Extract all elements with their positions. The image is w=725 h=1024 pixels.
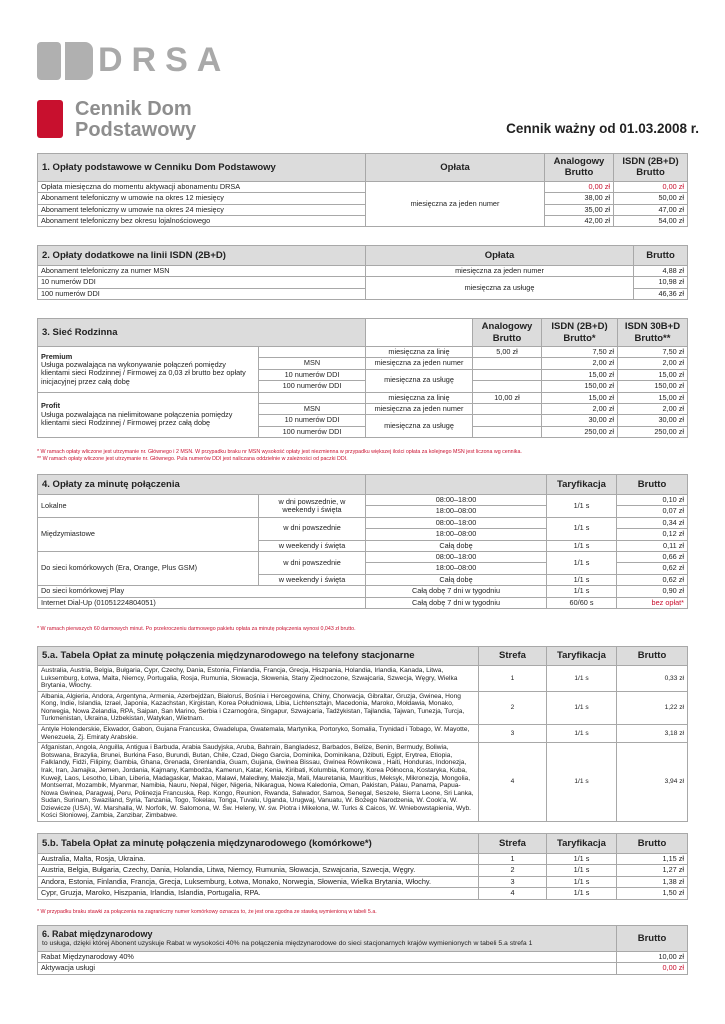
time-range: Całą dobę 7 dni w tygodniu [366,586,547,597]
time-range: 08:00–18:00 [366,517,547,528]
day-type: w weekendy i święta [259,574,366,585]
table-row [38,725,688,743]
price-isdn: 150,00 zł [542,381,618,392]
call-type: Do sieci komórkowych (Era, Orange, Plus GSM) [38,551,259,585]
sub-label: 10 numerów DDI [259,369,366,380]
header-tar: Taryfikacja [547,647,617,666]
price-isdn: 50,00 zł [614,193,688,204]
row-label: Aktywacja usługi [38,963,617,974]
price: 0,33 zł [617,666,688,692]
table-row [38,865,688,876]
sub-empty [259,347,366,358]
row-label: Rabat Międzynarodowy 40% [38,952,617,963]
tariff: 1/1 s [547,725,617,743]
sub-label: 10 numerów DDI [259,415,366,426]
premium-description [38,347,259,393]
page-title [75,99,196,141]
fee-type: miesięczna za linię [366,392,473,403]
price-isdn30: 7,50 zł [618,347,688,358]
table-basic-fees [37,153,688,227]
header-analog: Analogowy Brutto [545,154,614,182]
section-3-title: 3. Sieć Rodzinna [38,319,366,347]
price-isdn: 47,00 zł [614,204,688,215]
zone: 3 [479,876,547,887]
countries: Antyle Holenderskie, Ekwador, Gabon, Gujana Francuska, Gwadelupa, Gwatemala, Martynika, Portoryko, Somalia, Trynidad i Tobago, W. Mayotte, Wenezuela, Zj. Emiraty Arabskie. [38,725,479,743]
price-analog [473,358,542,369]
price: 46,36 zł [634,288,688,299]
table-isdn-extras [37,245,688,300]
day-type: w dni powszednie [259,517,366,540]
footnote: ** W ramach opłaty wliczone jest utrzymanie nr. Głównego. Pula numerów DDI jest naliczana oddzielnie w zależności od paczki DDI. [37,456,348,462]
time-range: 18:00–08:00 [366,563,547,574]
row-label: 100 numerów DDI [38,288,366,299]
price: 0,07 zł [617,506,688,517]
price: 10,00 zł [617,952,688,963]
zone: 4 [479,743,547,822]
table-row [38,266,688,277]
price: 0,11 zł [617,540,688,551]
brand-name: DRSA [98,41,231,79]
section-1-title: 1. Opłaty podstawowe w Cenniku Dom Podstawowy [38,154,366,182]
fee-type: miesięczna za jeden numer [366,403,473,414]
table-row [38,277,688,288]
row-label: 10 numerów DDI [38,277,366,288]
price: 3,18 zł [617,725,688,743]
sub-label: 100 numerów DDI [259,426,366,437]
header-zone: Strefa [479,647,547,666]
table-row [38,586,688,597]
zone: 2 [479,691,547,724]
table-row [38,181,688,192]
footnote: * W przypadku braku stawki za połączenia na zagraniczny numer komórkowy oznacza to, że jest ona zgodna ze stawką wymienioną w tabeli 5.a. [37,909,377,915]
price-isdn: 2,00 zł [542,358,618,369]
header-zone: Strefa [479,834,547,854]
price-analog: 5,00 zł [473,347,542,358]
price-isdn30: 30,00 zł [618,415,688,426]
price: 1,15 zł [617,854,688,865]
price-analog [473,381,542,392]
drsa-logo-icon [37,42,93,80]
price: 0,10 zł [617,495,688,506]
table-intl-discount [37,925,688,975]
price: 1,22 zł [617,691,688,724]
price-isdn: 2,00 zł [542,403,618,414]
table-row [38,743,688,822]
row-label: Opłata miesięczna do momentu aktywacji abonamentu DRSA [38,181,366,192]
fee-type: miesięczna za usługę [366,415,473,438]
price-isdn30: 150,00 zł [618,381,688,392]
time-range: 08:00–18:00 [366,495,547,506]
price-isdn: 15,00 zł [542,369,618,380]
day-type: w dni powszednie [259,551,366,574]
table-row [38,666,688,692]
tariff: 1/1 s [547,495,617,518]
table-family-network [37,318,688,438]
header-fee: Opłata [366,246,634,266]
table-row [38,517,688,528]
countries: Albania, Algieria, Andora, Argentyna, Armenia, Azerbejdżan, Białoruś, Bośnia i Hercegowina, Chiny, Chorwacja, Gibraltar, Gruzja, Gwinea, Hong Kong, Indie, Islandia, Izrael, Japonia, Kazachstan, Kirgistan, Korea Południowa, Libia, Lichtensztajn, Macedonia, Maroko, Mołdawia, Monako, Norwegia, Nowa Zelandia, RPA, Saipan, San Marino, Serbia i Czarnogóra, Singapur, Szwajcaria, Tadżykistan, Tajlandia, Tajwan, Tunezja, Turcja, Turkmenistan, Ukraina, Uzbekistan, Watykan, Wietnam. [38,691,479,724]
tariff: 1/1 s [547,876,617,887]
countries: Australia, Malta, Rosja, Ukraina. [38,854,479,865]
table-intl-mobile [37,833,688,900]
price-analog [473,403,542,414]
tariff: 1/1 s [547,586,617,597]
table-row [38,551,688,562]
sub-label: MSN [259,358,366,369]
day-type: w dni powszednie, w weekendy i święta [259,495,366,518]
fee-type: miesięczna za jeden numer [366,181,545,227]
price-isdn30: 250,00 zł [618,426,688,437]
zone: 1 [479,854,547,865]
call-type: Lokalne [38,495,259,518]
table-row [38,193,688,204]
tariff: 1/1 s [547,574,617,585]
header-brutto: Brutto [617,834,688,854]
header-analog: Analogowy Brutto [473,319,542,347]
countries: Andora, Estonia, Finlandia, Francja, Grecja, Luksemburg, Łotwa, Monako, Norwegia, Słowenia, Wielka Brytania, Włochy. [38,876,479,887]
tariff: 1/1 s [547,743,617,822]
table-row [38,495,688,506]
profit-desc: Usługa pozwalająca na nielimitowane połączenia pomiędzy klientami sieci Rodzinnej / Firmowej przez całą dobę [41,409,233,428]
sub-empty [259,392,366,403]
price-isdn30: 2,00 zł [618,403,688,414]
table-row [38,691,688,724]
table-row [38,215,688,226]
section-5a-title: 5.a. Tabela Opłat za minutę połączenia międzynarodowego na telefony stacjonarne [38,647,479,666]
time-range: Całą dobę [366,540,547,551]
price: 0,90 zł [617,586,688,597]
tariff: 1/1 s [547,854,617,865]
premium-name: Premium [41,351,73,361]
time-range: Całą dobę [366,574,547,585]
section-6-header [38,926,617,952]
price: bez opłat* [617,597,688,608]
price-isdn30: 15,00 zł [618,392,688,403]
tariff: 1/1 s [547,540,617,551]
price: 1,27 zł [617,865,688,876]
time-range: 18:00–08:00 [366,506,547,517]
countries: Austria, Belgia, Bułgaria, Czechy, Dania, Holandia, Litwa, Niemcy, Rumunia, Słowacja, Szwajcaria, Szwecja, Węgry. [38,865,479,876]
price-isdn30: 15,00 zł [618,369,688,380]
table-row [38,347,688,358]
footnote: * W ramach pierwszych 60 darmowych minut. Po przekroczeniu darmowego pakietu opłata za minutę połączenia wynosi 0,043 zł brutto. [37,626,356,632]
header-brutto: Brutto [617,647,688,666]
time-range: 18:00–08:00 [366,529,547,540]
table-row [38,876,688,887]
price: 1,38 zł [617,876,688,887]
footnote: * W ramach opłaty wliczone jest utrzymanie nr. Głównego i 2 MSN. W przypadku braku nr MSN wysokość opłaty jest niezmienna w przypadku większej ilości opłata za kolejnego MSN jest liczona wg cennika. [37,449,522,455]
header-empty [366,475,547,495]
price-isdn: 0,00 zł [614,181,688,192]
title-line-2: Podstawowy [75,119,197,141]
zone: 2 [479,865,547,876]
header-brutto: Brutto [617,475,688,495]
title-accent-bar [37,100,63,138]
zone: 3 [479,725,547,743]
price-analog [473,426,542,437]
sub-label: 100 numerów DDI [259,381,366,392]
price-analog [473,415,542,426]
time-range: Całą dobę 7 dni w tygodniu [366,597,547,608]
section-6-title: 6. Rabat międzynarodowy [42,929,153,940]
tariff: 1/1 s [547,666,617,692]
day-type: w weekendy i święta [259,540,366,551]
tariff: 1/1 s [547,517,617,540]
fee-type: miesięczna za jeden numer [366,266,634,277]
header-empty [366,319,473,347]
fee-type: miesięczna za linię [366,347,473,358]
price-isdn30: 2,00 zł [618,358,688,369]
countries: Australia, Austria, Belgia, Bułgaria, Cypr, Czechy, Dania, Estonia, Finlandia, Francja, Grecja, Hiszpania, Holandia, Irlandia, Kanada, Litwa, Luksemburg, Łotwa, Malta, Niemcy, Portugalia, Rosja, Rumunia, Słowacja, Słowenia, Stany Zjednoczone, Szwajcaria, Szwecja, Węgry, Wielka Brytania, Włochy. [38,666,479,692]
price-isdn: 15,00 zł [542,392,618,403]
tariff: 1/1 s [547,551,617,574]
table-row [38,963,688,974]
row-label: Abonament telefoniczny w umowie na okres 24 miesięcy [38,204,366,215]
profit-description [38,392,259,438]
row-label: Abonament telefoniczny w umowie na okres 12 miesięcy [38,193,366,204]
price-analog: 42,00 zł [545,215,614,226]
row-label: Abonament telefoniczny za numer MSN [38,266,366,277]
price-analog: 38,00 zł [545,193,614,204]
price-analog: 10,00 zł [473,392,542,403]
call-type: Internet Dial-Up (01051224804051) [38,597,366,608]
time-range: 08:00–18:00 [366,551,547,562]
price: 4,88 zł [634,266,688,277]
fee-type: miesięczna za jeden numer [366,358,473,369]
header-tar: Taryfikacja [547,475,617,495]
table-per-minute [37,474,688,609]
zone: 4 [479,888,547,899]
fee-type: miesięczna za usługę [366,369,473,392]
price: 3,94 zł [617,743,688,822]
call-type: Międzymiastowe [38,517,259,551]
premium-desc: Usługa pozwalająca na wykonywanie połączeń pomiędzy klientami sieci Rodzinnej / Firmowej za 0,03 zł brutto bez opłaty inicjacyjnej przez całą dobę [41,359,246,386]
price: 0,62 zł [617,574,688,585]
section-6-desc: to usługa, dzięki której Abonent uzyskuje Rabat w wysokości 40% na połączenia międzynarodowe do sieci stacjonarnych krajów wymienionych w tabeli 5.a strefa 1 [42,939,533,947]
header-isdn: ISDN (2B+D) Brutto [614,154,688,182]
price-isdn: 7,50 zł [542,347,618,358]
tariff: 1/1 s [547,888,617,899]
price-analog: 0,00 zł [545,181,614,192]
table-row [38,854,688,865]
price: 0,00 zł [617,963,688,974]
header-tar: Taryfikacja [547,834,617,854]
price-isdn: 30,00 zł [542,415,618,426]
table-row [38,952,688,963]
table-row [38,597,688,608]
header-brutto: Brutto [634,246,688,266]
price-analog: 35,00 zł [545,204,614,215]
price: 1,50 zł [617,888,688,899]
call-type: Do sieci komórkowej Play [38,586,366,597]
header-isdn: ISDN (2B+D) Brutto* [542,319,618,347]
section-5b-title: 5.b. Tabela Opłat za minutę połączenia międzynarodowego (komórkowe*) [38,834,479,854]
zone: 1 [479,666,547,692]
price: 0,34 zł [617,517,688,528]
price-analog [473,369,542,380]
price-isdn: 250,00 zł [542,426,618,437]
countries: Afganistan, Angola, Anguilla, Antigua i Barbuda, Arabia Saudyjska, Aruba, Bahrain, Bangladesz, Barbados, Belize, Benin, Bermudy, Boliwia, Botswana, Brazylia, Brunei, Burkina Faso, Burundi, Butan, Chile, Czad, Diego Garcia, Dominika, Dominikana, Dżibuti, Egipt, Erytrea, Etiopia, Falklandy, Fidżi, Filipiny, Gambia, Ghana, Grenada, Grenlandia, Guam, Gujana, Gwinea Bissau, Gwinea Równikowa , Haiti, Honduras, Indonezja, Irak, Iran, Jamajka, Jemen, Jordania, Kajmany, Kambodża, Kamerun, Katar, Kenia, Kiribati, Kolumbia, Komory, Korea Północna, Kostaryka, Kuba, Kuwejt, Laos, Lesotho, Liban, Liberia, Madagaskar, Makao, Malawi, Malediwy, Malezja, Mali, Mauretania, Mauritius, Meksyk, Mikronezja, Mongolia, Montserrat, Mozambik, Myanmar, Namibia, Nauru, Nepal, Niger, Nigeria, Nikaragua, Nowa Kaledonia, Oman, Pakistan, Palau, Panama, Papua-Nowa Gwinea, Paragwaj, Peru, Polinezja Francuska, Rep. Kongo, Reunion, Rwanda, Salwador, Samoa, Senegal, Seszele, Sierra Leone, Sri Lanka, Sudan, Surinam, Swaziland, Syria, Tanzania, Togo, Tokelau, Tonga, Tuvalu, Uganda, Urugwaj, Vanuatu, W. Bożego Narodzenia, W. Cook'a, W. Dziewicze (USA), W. Marshalla, W. Norfolk, W. Salomona, W. Św. Heleny, W. św. Piotra i Mikelona, W. Turks & Caicos, W. Wniebowstąpienia, Wyb. Kości Słoniowej, Zambia, Zanzibar, Zimbabwe. [38,743,479,822]
table-row [38,204,688,215]
price: 0,12 zł [617,529,688,540]
tariff: 60/60 s [547,597,617,608]
price: 10,98 zł [634,277,688,288]
table-intl-landline [37,646,688,822]
price: 0,62 zł [617,563,688,574]
sub-label: MSN [259,403,366,414]
profit-name: Profit [41,401,61,411]
price: 0,66 zł [617,551,688,562]
header-fee: Opłata [366,154,545,182]
tariff: 1/1 s [547,691,617,724]
table-row [38,392,688,403]
header-brutto: Brutto [617,926,688,952]
section-2-title: 2. Opłaty dodatkowe na linii ISDN (2B+D) [38,246,366,266]
fee-type: miesięczna za usługę [366,277,634,300]
section-4-title: 4. Opłaty za minutę połączenia [38,475,366,495]
price-isdn: 54,00 zł [614,215,688,226]
countries: Cypr, Gruzja, Maroko, Hiszpania, Irlandia, Islandia, Portugalia, RPA. [38,888,479,899]
table-row [38,888,688,899]
tariff: 1/1 s [547,865,617,876]
validity-date: Cennik ważny od 01.03.2008 r. [506,121,699,136]
title-line-1: Cennik Dom [75,98,192,120]
header-isdn30: ISDN 30B+D Brutto** [618,319,688,347]
row-label: Abonament telefoniczny bez okresu lojalnościowego [38,215,366,226]
